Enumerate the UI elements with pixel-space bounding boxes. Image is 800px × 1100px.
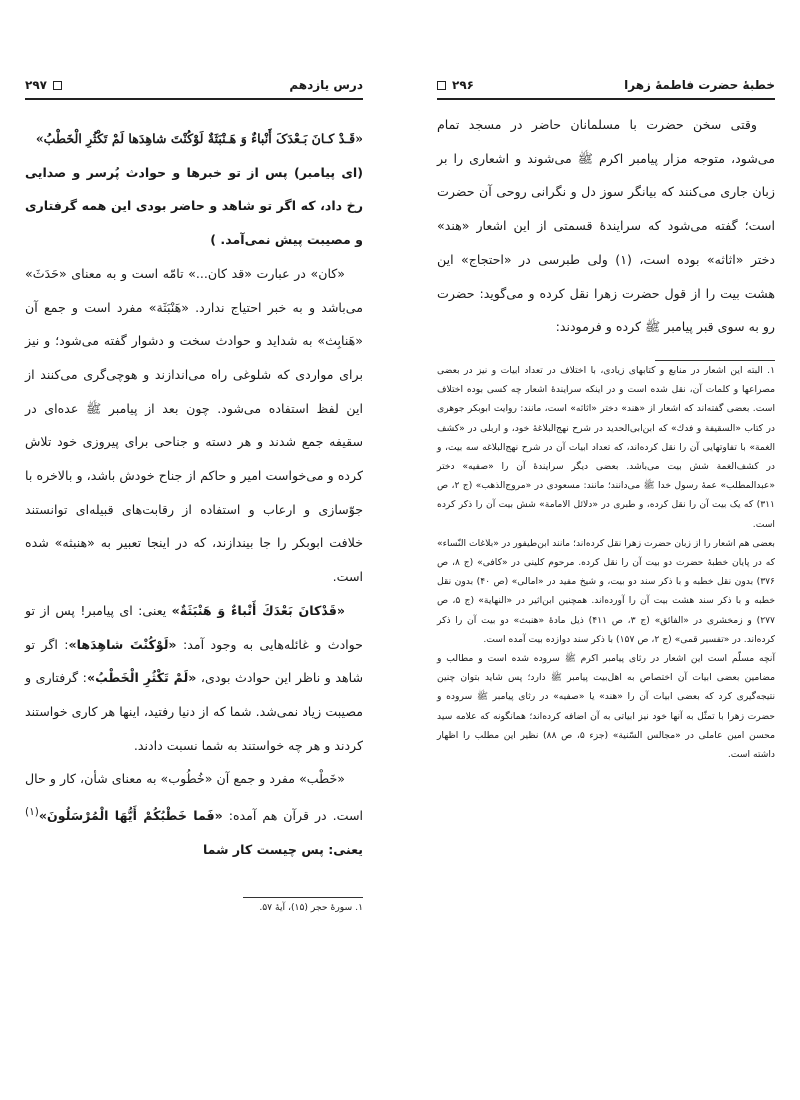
square-icon xyxy=(437,81,446,90)
page-number: ۲۹۶ xyxy=(452,78,474,92)
paragraph-3 xyxy=(25,762,363,866)
footnote-1: ۱. سورهٔ حجر (۱۵)، آيهٔ ۵۷. xyxy=(259,901,363,913)
footnote-part-2: بعضی هم اشعار را از زبان حضرت زهرا نقل كرده‌اند؛ مانند ابن‌طيفور در «بلاغات النّساء» كه در پايان خطبهٔ حضرت دو بيت آن را نقل كرده. مرحوم كلينی در «كافی» (ج ۸، ص ۳۷۶) بدون نقل خطبه و با ذكر سند دو بيت، و شيخ مفيد در «امالی» (ص ۴۰) بدون نقل خطبه و با ذكر سند هشت بيت آن را آورده‌اند. همچنين ابن‌اثير در «النهاية» (ج ۵، ص ۲۷۷) و زمخشری در «الفائق» (ج ۳، ص ۴۱۱) ذيل مادهٔ «هنبث» دو بيت آن را ذكر كرده‌اند. در «تفسير قمی» (ج ۲، ص ۱۵۷) با ذكر سند دوازده بيت آمده است. xyxy=(437,537,775,645)
page-body xyxy=(25,100,363,867)
paragraph-1: «کان» در عبارت «قد کان...» تامّه است و به معنای «حَدَثَ» می‌باشد و به خبر احتیاج ندارد. «هَنْبَثَة» مفرد است و جمع آن «هَنابِث» به شدايد و حوادث سخت و دشوار گفته می‌شود؛ و نيز برای مواردی كه شلوغی راه می‌اندازند و هوچی‌گری می‌كنند از اين لفظ استفاده می‌شود. چون بعد از پيامبر ﷺ عده‌ای در سقيفه جمع شدند و هر دسته و جناحی برای پيروزی خود تلاش كرده و می‌خواست امير و حاكم از جناح خودش باشد، و بالاخره با جوّسازی و ارعاب و استفاده از رقابت‌های قبيله‌ای توانستند خلافت ابوبكر را جا بيندازند، كه در اينجا تعبير به «هنبثه» شده است. xyxy=(25,265,363,585)
page-number: ۲۹۷ xyxy=(25,78,47,92)
footnote-ref: (۱) xyxy=(25,806,39,819)
para2-text-1: يعنی: ای پيامبر! پس از تو حوادث و غائله‌هایی به وجود آمد: xyxy=(25,602,363,652)
page-297 xyxy=(25,78,363,917)
para2-text-2: : اگر تو شاهد و ناظر اين حوادث بودی، xyxy=(25,636,363,686)
page-number-group xyxy=(437,78,474,92)
footnotes xyxy=(25,898,363,917)
para3-end: يعنی: پس چيست كار شما xyxy=(202,841,363,857)
header-title: خطبهٔ حضرت فاطمهٔ زهرا xyxy=(624,78,775,92)
paragraph-2 xyxy=(25,594,363,763)
para2-text-3: : گرفتاری و مصيبت زياد نمی‌شد. شما كه از دنيا رفتيد، اينها هر كاری خواستند كردند و هر چه خواستند به شما نسبت دادند. xyxy=(25,670,363,753)
page-header xyxy=(25,78,363,100)
page-296 xyxy=(437,78,775,764)
square-icon xyxy=(53,81,62,90)
verse-translation: (ای پیامبر) پس از تو خبرها و حوادث پُرسر و صدایی رخ داد، که اگر تو شاهد و حاضر بودی این همه گرفتاری و مصیبت پیش نمی‌آمد. ) xyxy=(25,164,363,248)
page-body xyxy=(437,100,775,344)
header-title: درس یازدهم xyxy=(289,78,363,92)
footnote-part-1: ۱. البته اين اشعار در منابع و كتابهای زيادی، با اختلاف در تعداد ابيات و نيز در بعضی مصراعها و كلمات آن، نقل شده است و در اينكه سرايندهٔ اشعار چه كسی بوده اختلاف است. بعضی گفته‌اند كه اشعار از «هند» دختر «اثاثه» است، مانند: روايت ابوبكر جوهری در كتاب «السقيفة و فدك» كه ابن‌ابی‌الحديد در شرح نهج‌البلاغهٔ خود، و اربلی در «كشف الغمة» با تفاوتهايی آن را نقل كرده‌اند، كه تعداد ابيات آن در شرح نهج‌البلاغه سه بيت، و در كشف‌الغمة شش بيت می‌باشد. بعضی ديگر سرايندهٔ آن را «صفيه» دختر «عبدالمطلب» عمهٔ رسول خدا ﷺ می‌دانند؛ مانند: مسعودی در «مروج‌الذهب» (ج ۲، ص ۳۱۱) كه يک بيت آن را نقل كرده، و طبری در «دلائل الامامة» شش بيت آن را ذكر كرده است. xyxy=(437,364,775,530)
quote-verse-3: «لَمْ تَكْثُرِ الْخَطْبُ» xyxy=(86,670,197,686)
footnotes xyxy=(437,361,775,764)
poem-verse: «قَـدْ کـانَ بَـعْدَکَ أَنْباءٌ وَ هَـنْبَثَةٌ لَوْکُنْتَ شاهِدَها لَمْ تَکْثُرِ الْخَطْبُ» xyxy=(35,131,363,146)
quote-verse-2: «لَوْكُنْتَ شاهِدَها» xyxy=(68,636,177,652)
quote-verse-1: «قَدْكانَ بَعْدَكَ أَنْباءٌ وَ هَنْبَثَةٌ» xyxy=(171,602,345,618)
quran-quote: «فَما خَطْبُكُمْ أَيُّهَا الْمُرْسَلُونَ» xyxy=(38,808,223,824)
page-number-group xyxy=(25,78,62,92)
page-header xyxy=(437,78,775,100)
main-paragraph: وقتی سخن حضرت با مسلمانان حاضر در مسجد تمام می‌شود، متوجه مزار پيامبر اكرم ﷺ می‌شوند و اشعاری را بر زبان جاری می‌كنند كه بيانگر سوز دل و نگرانی روحی آن حضرت است؛ گفته می‌شود كه سرايندهٔ قسمتی از اين اشعار «هند» دختر «اثاثه» بوده است، (۱) ولی طبرسی در «احتجاج» اين هشت بيت را از قول حضرت زهرا نقل كرده و می‌گويد: حضرت رو به سوی قبر پيامبر ﷺ كرده و فرمودند: xyxy=(437,117,775,335)
footnote-part-3: آنچه مسلّم است اين اشعار در رثای پيامبر اكرم ﷺ سروده شده است و مطالب و مضامين بعضی ابيات آن اختصاص به اهل‌بيت پيامبر ﷺ دارد؛ پس شايد بتوان چنين نتيجه‌گيری كرد كه بعضی ابيات آن را «هند» يا «صفيه» در رثای پيامبر ﷺ سروده و حضرت زهرا با تمثّل به آنها خود نيز ابياتی به آن اضافه كرده‌اند؛ همانگونه كه علامه سيد محسن امين عاملی در «مجالس السّنية» (جزء ۵، ص ۸۸) نظير اين مطلب را اظهار داشته است. xyxy=(437,652,776,760)
para3-text: «خَطْب» مفرد و جمع آن «خُطُوب» به معنای شأن، كار و حال است. در قرآن هم آمده: xyxy=(25,771,364,824)
